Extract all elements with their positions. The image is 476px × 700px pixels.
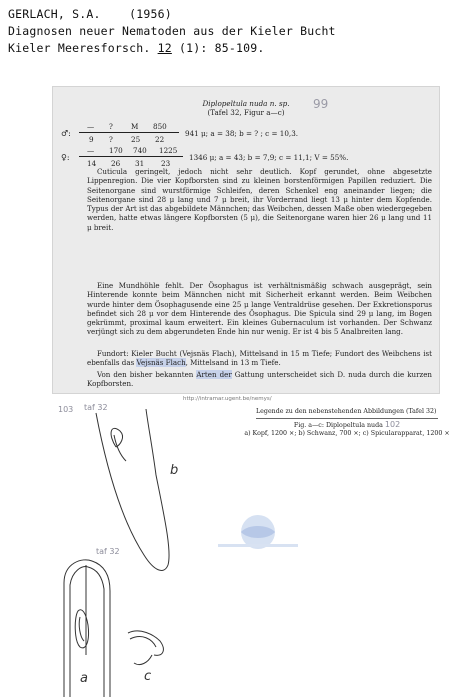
handwritten-plate-note: taf 32 [84, 403, 108, 412]
male-fraction-line [79, 132, 179, 133]
paragraph-text: Eine Mundhöhle fehlt. Der Ösophagus ist verhältnismäßig schwach ausgeprägt, sein Hinterende konnte beim Männchen nicht mit Sicherheit erkannt werden. Beim Weibchen wurde hinter dem Ösophagusende eine 25 μ lange Ventraldrüse gesehen. Der Exkretionsporus befindet sich 28 μ vor dem Hinterende des Ösophagus. Die Spicula sind 29 μ lang, im Bogen gekrümmt, proximal kaum erweitert. Ein kleines Gubernaculum ist vorhanden. Der Schwanz verjüngt sich zu dem abgerundeten Ende hin nur wenig. Er ist 4 bis 5 Analbreiten lang. [87, 281, 432, 337]
description-clipping [52, 86, 440, 394]
female-bottom-3: 31 [135, 159, 145, 168]
citation-journal: Kieler Meeresforsch. [8, 41, 151, 55]
citation-author: GERLACH, S.A. [8, 7, 101, 21]
male-bottom-1: 9 [89, 135, 94, 144]
paragraph-text: Von den bisher bekannten [97, 370, 197, 379]
species-heading: Diplopeltula nuda n. sp. [202, 99, 290, 108]
female-top-3: 740 [133, 146, 147, 155]
plate-reference: (Tafel 32, Figur a—c) [207, 108, 285, 117]
legend-header: Legende zu den nebenstehenden Abbildungen (Tafel 32) [256, 408, 437, 415]
citation-title: Diagnosen neuer Nematoden aus der Kieler Bucht [8, 24, 336, 38]
figure-label-c: c [144, 669, 152, 684]
citation-year: (1956) [129, 7, 172, 21]
male-bottom-3: 25 [131, 135, 141, 144]
paragraph-text-end: , Mittelsand in 13 m Tiefe. [185, 358, 281, 368]
legend-items: a) Kopf, 1200 ×; b) Schwanz, 700 ×; c) Spicularapparat, 1200 × [244, 429, 450, 437]
female-measurements: 1346 μ; a = 43; b = 7,9; c = 11,1; V = 55%. [189, 153, 349, 162]
citation-volume: 12 [157, 41, 172, 55]
vliz-watermark [212, 507, 304, 557]
female-fraction-line [79, 156, 183, 157]
figure-label-b: b [170, 463, 179, 478]
male-bottom-4: 22 [155, 135, 165, 144]
citation-line-author [8, 7, 172, 21]
legend-divider [256, 418, 438, 419]
highlighted-phrase: Arten der [196, 370, 232, 379]
diagnosis-paragraph [87, 370, 432, 389]
source-url: http://intramar.ugent.be/nemys/ [183, 396, 272, 402]
anatomy-paragraph [87, 281, 432, 337]
male-symbol: ♂: [61, 129, 71, 138]
highlighted-locality: Vejsnäs Flach [136, 358, 186, 368]
female-bottom-1: 14 [87, 159, 97, 168]
citation-line-journal [8, 41, 264, 55]
female-top-1: — [87, 146, 95, 155]
legend-handwritten-number: 102 [384, 419, 401, 429]
paragraph-text: Fundort: Kieler Bucht (Vejsnäs Flach), Mittelsand in 15 m Tiefe; Fundort des Weibchens ist ebenfalls das [87, 349, 432, 368]
male-top-3: M [131, 122, 139, 131]
female-top-4: 1225 [159, 146, 178, 155]
figure-label-a: a [80, 671, 88, 686]
male-top-4: 850 [153, 122, 167, 131]
paragraph-text-end: Gattung unterscheidet sich D. nuda durch die kurzen Kopfborsten. [87, 370, 432, 389]
male-top-2: ? [109, 122, 113, 131]
handwritten-figure-number: 103 [58, 405, 74, 414]
handwritten-number: 99 [313, 97, 329, 111]
male-bottom-2: ? [109, 135, 113, 144]
figure-c-spicule-drawing [128, 631, 163, 665]
figure-b-tail-drawing [96, 409, 169, 570]
female-top-2: 170 [109, 146, 123, 155]
female-bottom-4: 23 [161, 159, 171, 168]
female-symbol: ♀: [61, 153, 70, 162]
locality-paragraph [87, 349, 432, 368]
vliz-logo-icon [212, 507, 304, 557]
handwritten-plate-note-mid: taf 32 [96, 547, 120, 556]
paragraph-text: Cuticula geringelt, jedoch nicht sehr deutlich. Kopf gerundet, ohne abgesetzte Lippenregion. Die vier Kopfborsten sind zu kleinen borstenförmigen Papillen reduziert. Die Seitenorgane sind wurstförmige Schleifen, deren Schenkel eng aneinander liegen; die Seitenorgane sind 28 μ lang und 7 μ breit, ihr Vorderrand liegt 13 μ hinter dem Kopfende. Typus der Art ist das abgebildete Männchen; das Weibchen, dessen Maße oben wiedergegeben werden, hatte etwas längere Kopfborsten (5 μ), die Seitenorgane waren hier 26 μ lang und 11 μ breit. [87, 167, 432, 232]
legend-caption: Fig. a—c: Diplopeltula nuda [293, 421, 383, 429]
male-top-1: — [87, 122, 95, 131]
female-bottom-2: 26 [111, 159, 121, 168]
citation-issue-pages: (1): 85-109. [178, 41, 265, 55]
description-paragraph [87, 167, 432, 232]
male-measurements: 941 μ; a = 38; b = ? ; c = 10,3. [185, 129, 299, 138]
